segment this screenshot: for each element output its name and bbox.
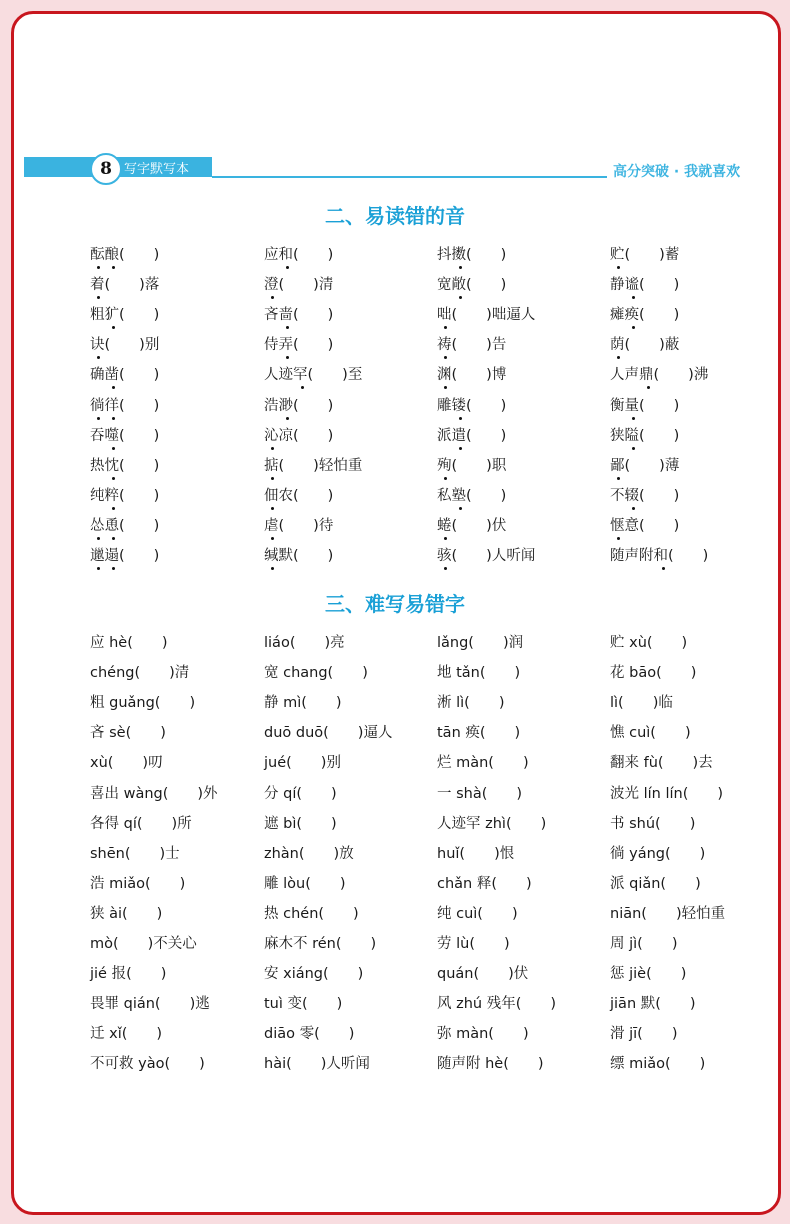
vocab-item: tān 痪( ) [437, 725, 521, 742]
header-slogan: 高分突破 · 我就喜欢 [613, 164, 741, 180]
emphasis-dot [271, 477, 274, 480]
emphasis-dot [444, 477, 447, 480]
emphasis-dot [112, 417, 115, 420]
book-title: 写字默写本 [124, 162, 190, 177]
vocab-item: 侍弄( ) [264, 337, 334, 354]
vocab-item: 鄙( )薄 [610, 457, 680, 474]
vocab-item: 宽敞( ) [437, 277, 507, 294]
emphasis-dot [459, 266, 462, 269]
emphasis-dot [459, 507, 462, 510]
vocab-item: 纯粹( ) [90, 487, 160, 504]
vocab-item: 粗 guǎng( ) [90, 695, 196, 712]
vocab-item: 佃农( ) [264, 487, 334, 504]
vocab-item: 骇( )人听闻 [437, 548, 536, 564]
emphasis-dot [271, 507, 274, 510]
vocab-item: 地 tǎn( ) [437, 665, 521, 682]
emphasis-dot [97, 567, 100, 570]
emphasis-dot [617, 266, 620, 269]
vocab-item: 烂 màn( ) [437, 755, 529, 772]
vocab-item: zhàn( )放 [264, 845, 354, 862]
vocab-item: lǎng( )润 [437, 635, 524, 651]
vocab-item: 虐( )待 [264, 517, 334, 534]
vocab-item: 随声附和( ) [610, 548, 709, 564]
emphasis-dot [271, 537, 274, 540]
emphasis-dot [112, 447, 115, 450]
vocab-item: 浩 miǎo( ) [90, 875, 186, 892]
emphasis-dot [112, 507, 115, 510]
vocab-item: 澄( )清 [264, 277, 334, 294]
vocab-item: 诀( )别 [90, 337, 160, 354]
vocab-item: 纯 cuì( ) [437, 905, 518, 922]
emphasis-dot [617, 537, 620, 540]
vocab-item: 人迹罕 zhì( ) [437, 815, 547, 832]
vocab-item: 波光 lín lín( ) [610, 785, 724, 802]
vocab-item: duō duō( )逼人 [264, 725, 393, 742]
vocab-item: 渊( )博 [437, 367, 507, 384]
vocab-item: quán( )伏 [437, 966, 529, 983]
vocab-item: 沁凉( ) [264, 427, 334, 444]
vocab-item: 翻来 fù( )去 [610, 755, 713, 772]
vocab-item: 不辍( ) [610, 487, 680, 504]
vocab-item: 宽 chang( ) [264, 665, 368, 682]
vocab-item: 粗犷( ) [90, 307, 160, 324]
emphasis-dot [112, 537, 115, 540]
vocab-item: 喜出 wàng( )外 [90, 785, 218, 802]
emphasis-dot [97, 537, 100, 540]
emphasis-dot [444, 537, 447, 540]
vocab-item: 徜徉( ) [90, 397, 160, 414]
vocab-item: 静谧( ) [610, 277, 680, 294]
vocab-item: 滑 jī( ) [610, 1026, 678, 1043]
vocab-item: 周 jì( ) [610, 936, 678, 952]
vocab-item: 衡量( ) [610, 397, 680, 414]
vocab-item: 应和( ) [264, 247, 334, 263]
vocab-item: 各得 qí( )所 [90, 815, 192, 832]
vocab-item: 弥 màn( ) [437, 1026, 529, 1043]
page-number: 8 [90, 153, 122, 185]
emphasis-dot [271, 447, 274, 450]
vocab-item: 应 hè( ) [90, 635, 168, 651]
vocab-item: 雕镂( ) [437, 397, 507, 414]
emphasis-dot [632, 447, 635, 450]
vocab-item: tuì 变( ) [264, 996, 343, 1013]
vocab-item: 热忱( ) [90, 457, 160, 474]
vocab-item: 瘫痪( ) [610, 307, 680, 324]
vocab-item: 麻木不 rén( ) [264, 936, 377, 952]
section-2-title: 二、易读错的音 [325, 204, 465, 228]
vocab-item: 遮 bì( ) [264, 815, 337, 832]
emphasis-dot [632, 417, 635, 420]
vocab-item: 花 bāo( ) [610, 665, 697, 682]
vocab-item: 祷( )告 [437, 337, 507, 354]
emphasis-dot [271, 567, 274, 570]
vocab-item: 荫( )蔽 [610, 337, 680, 354]
vocab-item: 着( )落 [90, 277, 160, 294]
vocab-item: 憔 cuì( ) [610, 725, 691, 742]
emphasis-dot [97, 266, 100, 269]
emphasis-dot [112, 266, 115, 269]
vocab-item: 人迹罕( )至 [264, 367, 363, 384]
vocab-item: 贮( )蓄 [610, 247, 680, 263]
vocab-item: huǐ( )恨 [437, 845, 515, 862]
vocab-item: mò( )不关心 [90, 936, 197, 952]
vocab-item: 怂恿( ) [90, 517, 160, 534]
vocab-item: 淅 lì( ) [437, 695, 505, 712]
vocab-item: 掂( )轻怕重 [264, 457, 363, 474]
emphasis-dot [286, 417, 289, 420]
emphasis-dot [459, 417, 462, 420]
vocab-item: 狭隘( ) [610, 427, 680, 444]
vocab-item: lì( )临 [610, 695, 673, 712]
vocab-item: xù( )叨 [90, 755, 163, 772]
vocab-item: 咄( )咄逼人 [437, 307, 536, 324]
vocab-item: 书 shú( ) [610, 815, 696, 832]
vocab-item: 安 xiáng( ) [264, 966, 364, 983]
vocab-item: 分 qí( ) [264, 785, 337, 802]
vocab-item: 确凿( ) [90, 367, 160, 384]
vocab-item: 吝啬( ) [264, 307, 334, 324]
vocab-item: 殉( )职 [437, 457, 507, 474]
vocab-item: 狭 ài( ) [90, 905, 163, 922]
vocab-item: 徜 yáng( ) [610, 845, 706, 862]
vocab-item: niān( )轻怕重 [610, 905, 726, 922]
vocab-item: diāo 零( ) [264, 1026, 355, 1043]
emphasis-dot [112, 477, 115, 480]
vocab-item: 吝 sè( ) [90, 725, 166, 742]
vocab-item: 惬意( ) [610, 517, 680, 534]
emphasis-dot [97, 417, 100, 420]
vocab-item: 迁 xǐ( ) [90, 1026, 163, 1043]
vocab-item: 蜷( )伏 [437, 517, 507, 534]
emphasis-dot [662, 567, 665, 570]
vocab-item: shēn( )士 [90, 845, 180, 862]
vocab-item: 抖擞( ) [437, 247, 507, 263]
vocab-item: 风 zhú 残年( ) [437, 996, 557, 1013]
vocab-item: chǎn 释( ) [437, 875, 532, 892]
vocab-item: 派 qiǎn( ) [610, 875, 701, 892]
vocab-item: 浩渺( ) [264, 397, 334, 414]
vocab-item: 劳 lù( ) [437, 936, 510, 952]
vocab-item: 人声鼎( )沸 [610, 367, 709, 384]
vocab-item: liáo( )亮 [264, 635, 345, 651]
vocab-item: 邋遢( ) [90, 548, 160, 564]
vocab-item: jiān 默( ) [610, 996, 696, 1013]
vocab-item: jié 报( ) [90, 966, 167, 983]
vocab-item: 酝酿( ) [90, 247, 160, 263]
vocab-item: 吞噬( ) [90, 427, 160, 444]
vocab-item: 随声附 hè( ) [437, 1056, 544, 1073]
vocab-item: 静 mì( ) [264, 695, 342, 712]
emphasis-dot [444, 567, 447, 570]
emphasis-dot [112, 567, 115, 570]
vocab-item: hài( )人听闻 [264, 1056, 370, 1073]
vocab-item: 畏罪 qián( )逃 [90, 996, 210, 1013]
vocab-item: 热 chén( ) [264, 905, 359, 922]
emphasis-dot [632, 507, 635, 510]
vocab-item: 缄默( ) [264, 548, 334, 564]
vocab-item: 惩 jiè( ) [610, 966, 687, 983]
vocab-item: 缥 miǎo( ) [610, 1056, 706, 1073]
vocab-item: 不可救 yào( ) [90, 1056, 205, 1073]
vocab-item: jué( )别 [264, 755, 341, 772]
vocab-item: 雕 lòu( ) [264, 875, 346, 892]
emphasis-dot [459, 447, 462, 450]
section-3-title: 三、难写易错字 [325, 592, 465, 616]
vocab-item: chéng( )清 [90, 665, 190, 682]
vocab-item: 私塾( ) [437, 487, 507, 504]
header-rule [212, 176, 607, 178]
vocab-item: 贮 xù( ) [610, 635, 688, 651]
emphasis-dot [617, 477, 620, 480]
emphasis-dot [286, 266, 289, 269]
vocab-item: 派遣( ) [437, 427, 507, 444]
vocab-item: 一 shà( ) [437, 785, 523, 802]
page-header [24, 154, 764, 184]
